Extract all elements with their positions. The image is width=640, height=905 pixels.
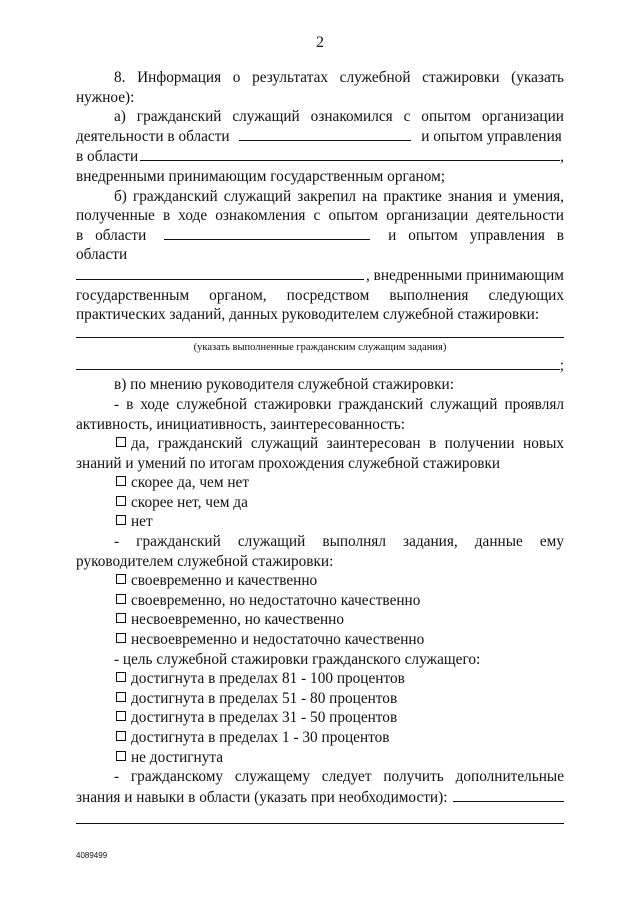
checkbox[interactable] (116, 751, 126, 761)
item8a-line2-start: деятельности в области (76, 127, 230, 145)
item8-heading: 8. Информация о результатах служебной стажировки (указать нужное): (76, 69, 564, 106)
blank-line-extra-knowledge[interactable] (76, 807, 564, 824)
q2-option (76, 591, 564, 611)
item8a-line3-start: в области (76, 148, 139, 166)
item8a-line3-end: , (560, 148, 564, 166)
option-label: скорее нет, чем да (131, 493, 248, 511)
q2-option (76, 630, 564, 650)
item8c-heading: в) по мнению руководителя служебной стажировки: (114, 376, 454, 394)
q3-option (76, 708, 564, 728)
q3-heading: - цель служебной стажировки гражданского служащего: (114, 650, 481, 668)
blank-field-activity-area[interactable] (239, 127, 411, 141)
document-code: 4089499 (76, 851, 108, 860)
checkbox[interactable] (116, 594, 126, 604)
q4-line2-text: знания и навыки в области (указать при необходимости): (76, 788, 448, 806)
document-body (76, 68, 564, 824)
q3-option (76, 748, 564, 768)
checkbox[interactable] (116, 496, 126, 506)
item8a-line2 (76, 127, 564, 147)
item8a-line2-end: и опытом управления (421, 127, 562, 145)
checkbox[interactable] (116, 731, 126, 741)
item8a-line3 (76, 146, 564, 167)
item8b-line3 (76, 226, 564, 265)
option-label: нет (131, 513, 153, 531)
tasks-hint: (указать выполненные гражданским служащим задания) (193, 341, 447, 353)
checkbox[interactable] (116, 613, 126, 623)
item8a-line4: внедренными принимающим государственным органом; (76, 167, 446, 185)
checkbox[interactable] (116, 711, 126, 721)
option-label: своевременно и качественно (131, 572, 318, 590)
item8b-line4 (76, 265, 564, 286)
option-label: не достигнута (131, 748, 224, 766)
page-number: 2 (316, 34, 324, 51)
q1-option (76, 473, 564, 493)
q1-option (76, 493, 564, 513)
item8b-line3-end: и опытом управления в области (76, 226, 565, 264)
q1-line2: активность, инициативность, заинтересованность: (76, 415, 406, 433)
checkbox[interactable] (116, 515, 126, 525)
q2-line1: - гражданский служащий выполнял задания, данные ему (114, 533, 564, 551)
q3-option (76, 728, 564, 748)
checkbox[interactable] (116, 692, 126, 702)
item8b-line1: б) гражданский служащий закрепил на практике знания и умения, (114, 187, 564, 205)
item8b-line2: полученные в ходе ознакомления с опытом организации деятельности (76, 207, 564, 225)
option-label: несвоевременно и недостаточно качественно (131, 631, 425, 649)
item8b-line4-end: , внедренными принимающим (365, 266, 564, 284)
option-label: скорее да, чем нет (131, 474, 250, 492)
checkbox[interactable] (116, 574, 126, 584)
q4-line1: - гражданскому служащему следует получить дополнительные (114, 768, 564, 786)
checkbox[interactable] (116, 633, 126, 643)
checkbox[interactable] (116, 476, 126, 486)
tasks-line2 (76, 355, 564, 376)
checkbox[interactable] (116, 437, 126, 447)
q2-option (76, 610, 564, 630)
option-label: достигнута в пределах 81 - 100 процентов (131, 670, 405, 688)
item8a-line1: а) гражданский служащий ознакомился с опытом организации (114, 108, 564, 126)
q2-option (76, 571, 564, 591)
blank-field-practice-management[interactable] (76, 265, 364, 280)
q1-option (76, 512, 564, 532)
q1-line1: - в ходе служебной стажировки гражданский служащий проявлял (114, 395, 564, 413)
item8b-line5: государственным органом, посредством выполнения следующих (76, 286, 564, 304)
q4-line2 (76, 787, 564, 808)
blank-line-tasks[interactable] (76, 325, 564, 338)
blank-field-practice-area[interactable] (164, 226, 370, 240)
q1-option-yes (76, 434, 564, 454)
item8b-line3-start: в области (76, 226, 147, 244)
q2-line2: руководителем служебной стажировки: (76, 552, 334, 570)
option-label: да, гражданский служащий заинтересован в получении новых (131, 435, 564, 453)
checkbox[interactable] (116, 672, 126, 682)
blank-field-management-area[interactable] (140, 146, 560, 161)
q1-option-yes-cont: знаний и умений по итогам прохождения служебной стажировки (76, 454, 501, 472)
blank-line-tasks-2[interactable] (76, 355, 560, 370)
tasks-semicolon: ; (559, 356, 564, 374)
blank-field-extra-knowledge[interactable] (453, 787, 564, 802)
option-label: своевременно, но недостаточно качественно (131, 591, 421, 609)
option-label: достигнута в пределах 51 - 80 процентов (131, 689, 398, 707)
q3-option (76, 669, 564, 689)
q3-option (76, 689, 564, 709)
option-label: несвоевременно, но качественно (131, 611, 345, 629)
item8b-line6: практических заданий, данных руководителем служебной стажировки: (76, 306, 540, 324)
option-label: достигнута в пределах 1 - 30 процентов (131, 729, 390, 746)
option-label: достигнута в пределах 31 - 50 процентов (131, 709, 398, 727)
